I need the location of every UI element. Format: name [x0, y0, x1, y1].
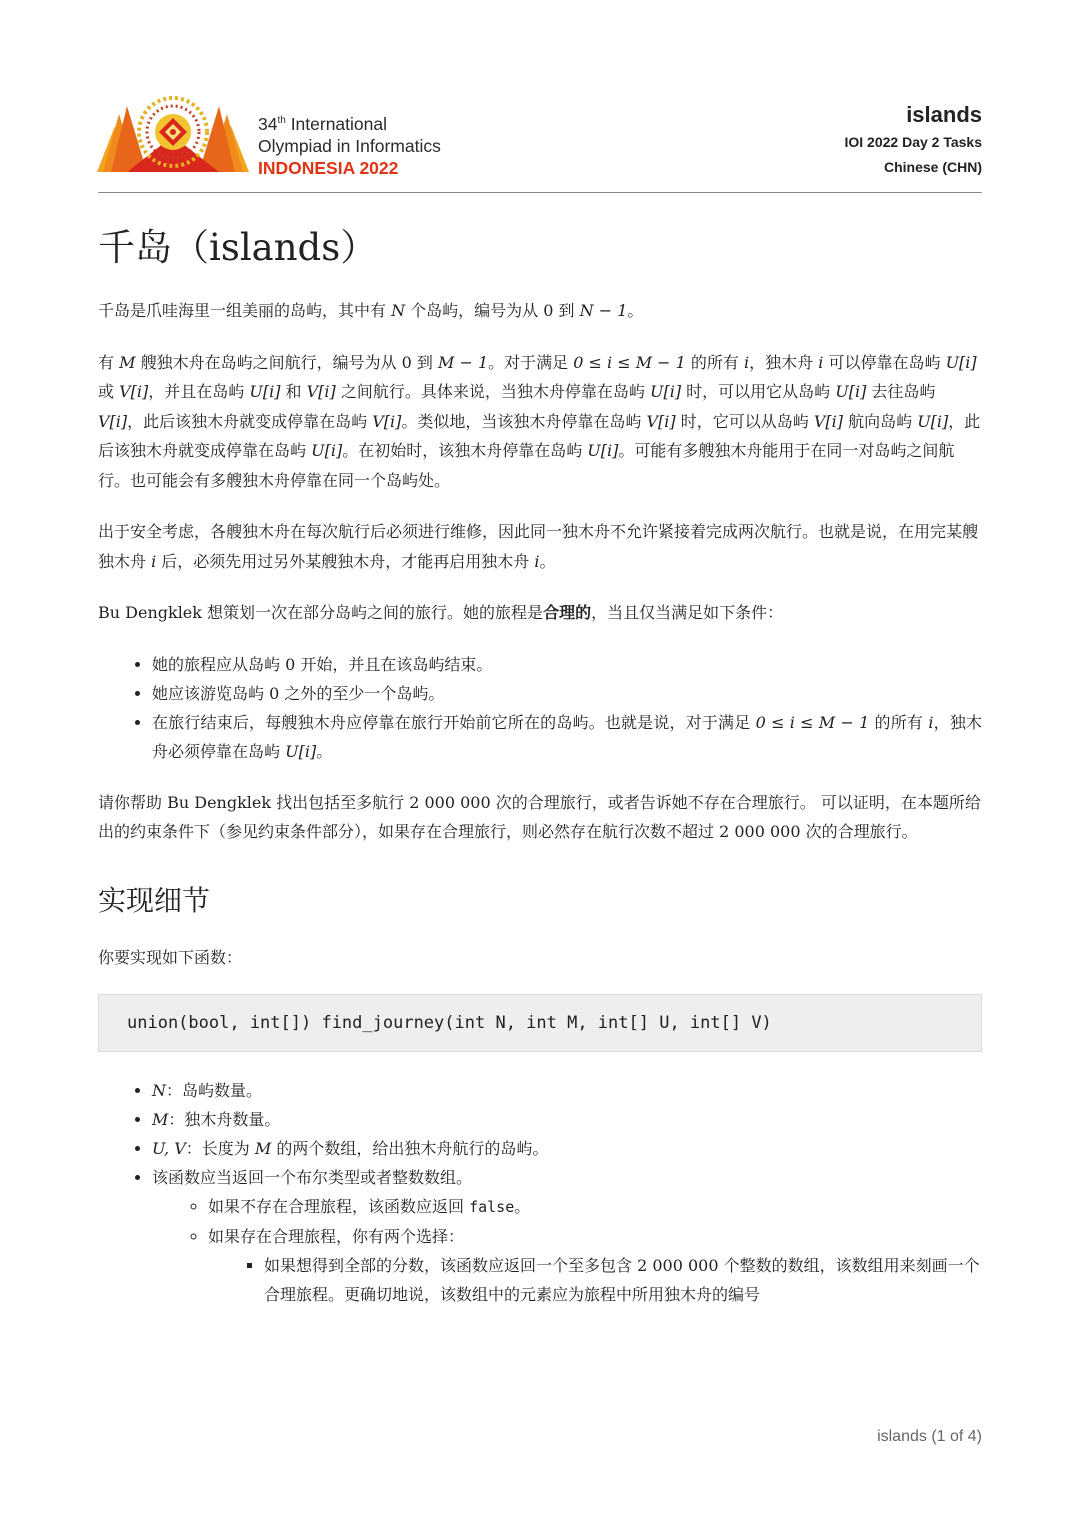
return-options-list	[152, 1192, 982, 1309]
logo-line3: INDONESIA 2022	[258, 157, 399, 178]
list-item: • 她的旅程应从岛屿 0 开始，并且在该岛屿结束。	[152, 650, 982, 679]
list-item: ◦ 如果存在合理旅程，你有两个选择： ▪ 如果想得到全部的分数，该函数应返回一个至多包含 2 000 000 个整数的数组，该数组用来刻画一个合理旅程。更确切地说，该数组中的元素应为旅程中所用独木舟的编号	[208, 1222, 982, 1309]
list-item: • 在旅行结束后，每艘独木舟应停靠在旅行开始前它所在的岛屿。也就是说，对于满足 0 ≤ i ≤ M − 1 的所有 i，独木舟必须停靠在岛屿 U[i]。	[152, 708, 982, 766]
logo-line2: Olympiad in Informatics	[258, 135, 441, 156]
list-item: • M：独木舟数量。	[152, 1105, 982, 1134]
document-body	[98, 222, 982, 1331]
conditions-list	[98, 650, 982, 766]
paragraph-valid-journey: Bu Dengklek 想策划一次在部分岛屿之间的旅行。她的旅程是合理的，当且仅当满足如下条件：	[98, 603, 784, 622]
list-item: • U, V：长度为 M 的两个数组，给出独木舟航行的岛屿。	[152, 1134, 982, 1163]
page-footer: islands (1 of 4)	[877, 1428, 982, 1445]
logo-wordmark	[258, 110, 441, 179]
list-item: ◦ 如果不存在合理旅程，该函数应返回 false。	[208, 1192, 982, 1222]
paragraph-implement: 你要实现如下函数：	[98, 947, 243, 967]
header-info	[845, 100, 983, 180]
paragraph-safety: 出于安全考虑，各艘独木舟在每次航行后必须进行维修，因此同一独木舟不允许紧接着完成两次航行。也就是说，在用完某艘独木舟 i 后，必须先用过另外某艘独木舟，才能再启用独木舟 i。	[98, 522, 979, 571]
task-name: islands	[906, 102, 982, 127]
paragraph-canoes: 有 M 艘独木舟在岛屿之间航行，编号为从 0 到 M − 1。对于满足 0 ≤ i ≤ M − 1 的所有 i，独木舟 i 可以停靠在岛屿 U[i] 或 V[i]，并且在岛屿 U[i] 和 V[i] 之间航行。具体来说，当独木舟停靠在岛屿 U[i] 时，可以用它从岛屿 U[i] 去往岛屿 V[i]，此后该独木舟就变成停靠在岛屿 V[i]。类似地，当该独木舟停靠在岛屿 V[i] 时，它可以从岛屿 V[i] 航向岛屿 U[i]，此后该独木舟就变成停靠在岛屿 U[i]。在初始时，该独木舟停靠在岛屿 U[i]。可能有多艘独木舟能用于在同一对岛屿之间航行。也可能会有多艘独木舟停靠在同一个岛屿处。	[98, 352, 981, 490]
list-item: • 她应该游览岛屿 0 之外的至少一个岛屿。	[152, 679, 982, 708]
language-label: Chinese (CHN)	[883, 159, 982, 175]
ioi-logo-icon	[97, 96, 249, 174]
page-title: 千岛（islands）	[98, 226, 378, 269]
logo-ordinal: th	[277, 115, 286, 126]
contest-name: IOI 2022 Day 2 Tasks	[844, 134, 982, 150]
paragraph-intro: 千岛是爪哇海里一组美丽的岛屿，其中有 N 个岛屿，编号为从 0 到 N − 1。	[98, 301, 644, 320]
section-title: 实现细节	[98, 883, 211, 917]
parameters-list	[98, 1076, 982, 1309]
logo-line1: International	[290, 113, 388, 134]
choice-list	[208, 1251, 982, 1309]
paragraph-task: 请你帮助 Bu Dengklek 找出包括至多航行 2 000 000 次的合理旅行，或者告诉她不存在合理旅行。 可以证明，在本题所给出的约束条件下（参见约束条件部分），如果存在合理旅行，则必然存在航行次数不超过 2 000 000 次的合理旅行。	[98, 792, 981, 841]
code-block: union(bool, int[]) find_journey(int N, int M, int[] U, int[] V)	[98, 994, 982, 1052]
list-item: • 该函数应当返回一个布尔类型或者整数数组。 ◦ 如果不存在合理旅程，该函数应返回 false。 ◦ 如果存在合理旅程，你有两个选择： ▪ 如果想得到全部的分数，该函数应返回一个至多包含 2 000 000 个整数的数组，该数组用来刻画一个合理旅程。更确切地说，该数组中的元素应为旅程中所用独木舟的编号	[152, 1163, 982, 1309]
list-item: ▪ 如果想得到全部的分数，该函数应返回一个至多包含 2 000 000 个整数的数组，该数组用来刻画一个合理旅程。更确切地说，该数组中的元素应为旅程中所用独木舟的编号	[264, 1251, 982, 1309]
logo-number: 34	[258, 113, 278, 134]
list-item: • N：岛屿数量。	[152, 1076, 982, 1105]
header-divider	[98, 192, 982, 193]
